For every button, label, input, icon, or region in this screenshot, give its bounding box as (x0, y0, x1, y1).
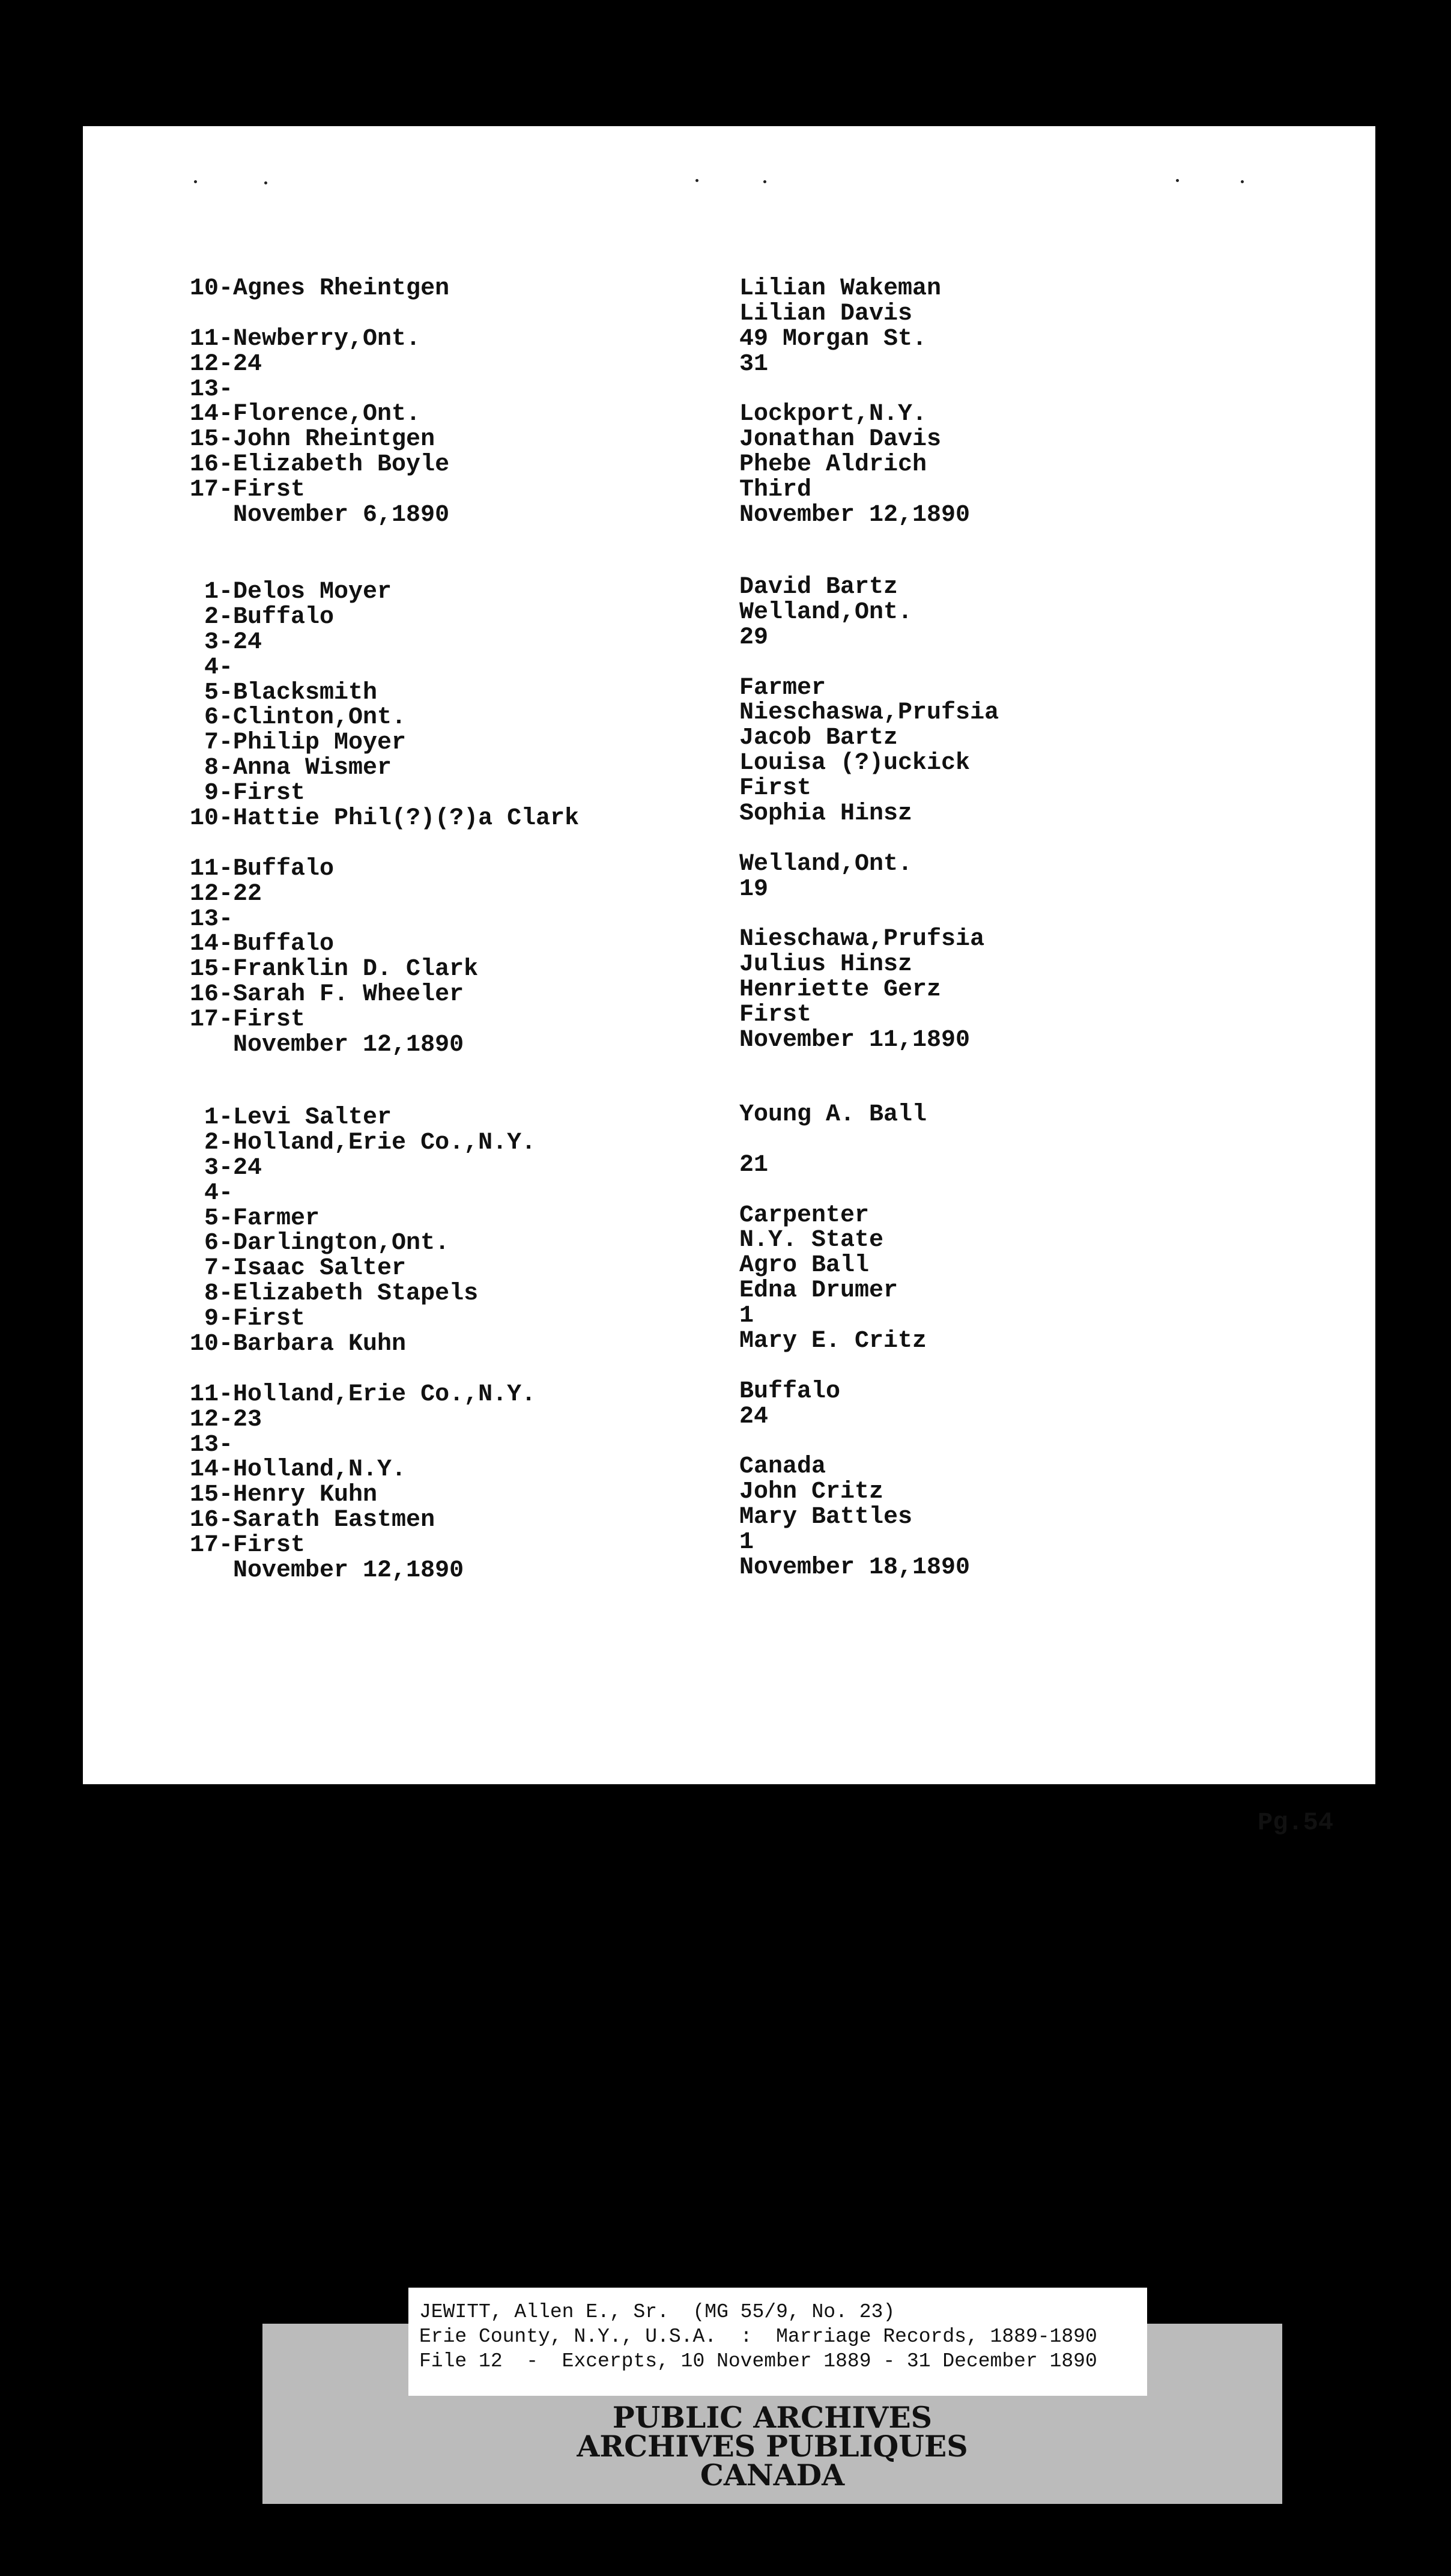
archive-label-line: Erie County, N.Y., U.S.A. : Marriage Records, 1889-1890 (419, 2325, 1097, 2348)
record-line: 11-Holland,Erie Co.,N.Y. (190, 1381, 536, 1408)
record-line: 17-First (190, 476, 306, 504)
record-line: November 12,1890 (739, 502, 971, 529)
record-line: 29 (739, 624, 769, 651)
record-line: 17-First (190, 1532, 306, 1560)
record-line: 16-Sarath Eastmen (190, 1507, 435, 1534)
record-line: Phebe Aldrich (739, 451, 927, 479)
record-line (739, 902, 999, 928)
record-block (190, 1105, 536, 1584)
record-line: Louisa (?)uckick (739, 750, 971, 777)
record-line: 49 Morgan St. (739, 325, 927, 353)
record-line: 12-23 (190, 1406, 262, 1433)
record-line: Farmer (739, 674, 826, 702)
record-line: 14-Buffalo (190, 931, 335, 958)
record-block (739, 575, 999, 1053)
record-line: November 6,1890 (190, 502, 450, 529)
speck (264, 181, 267, 184)
record-line: 13- (190, 1431, 234, 1459)
record-line (739, 377, 970, 402)
record-line (739, 827, 999, 852)
page-number: Pg.54 (1258, 1808, 1334, 1837)
record-line (739, 1128, 970, 1153)
document-page (83, 126, 1375, 1837)
record-block (190, 580, 579, 1058)
record-line: Nieschawa,Prufsia (739, 926, 985, 953)
record-line: 7-Isaac Salter (190, 1255, 407, 1283)
record-line: Lockport,N.Y. (739, 401, 927, 428)
record-line: 4- (190, 654, 234, 681)
record-line: 16-Sarah F. Wheeler (190, 981, 464, 1009)
record-line: Canada (739, 1453, 826, 1481)
record-line: 9-First (190, 780, 306, 807)
record-line (739, 1178, 970, 1203)
record-line: Lilian Davis (739, 300, 913, 327)
record-line: 5-Blacksmith (190, 679, 378, 706)
record-line: 24 (739, 1403, 769, 1430)
archive-label-text (419, 2300, 1097, 2374)
record-line: 15-John Rheintgen (190, 426, 435, 454)
record-line (739, 651, 999, 676)
record-line: 6-Darlington,Ont. (190, 1230, 450, 1257)
record-line: Jacob Bartz (739, 724, 898, 752)
record-line: 15-Franklin D. Clark (190, 956, 479, 983)
record-block (739, 276, 970, 528)
record-line: Buffalo (739, 1378, 841, 1405)
record-line: 1 (739, 1302, 754, 1330)
record-line: 17-First (190, 1006, 306, 1034)
record-line: Third (739, 476, 812, 504)
record-line: Edna Drumer (739, 1277, 898, 1305)
record-line: 13- (190, 905, 234, 933)
record-line (739, 1430, 970, 1455)
record-line: 15-Henry Kuhn (190, 1481, 378, 1509)
record-line: 3-24 (190, 628, 262, 656)
record-line (190, 1357, 536, 1382)
record-line: Jonathan Davis (739, 426, 942, 454)
record-line: November 12,1890 (190, 1031, 464, 1059)
record-line: N.Y. State (739, 1227, 884, 1254)
record-line: 19 (739, 875, 769, 903)
record-line: Welland,Ont. (739, 850, 913, 878)
stamp-line: ARCHIVES PUBLIQUES (577, 2429, 968, 2464)
record-line: 31 (739, 350, 769, 378)
record-block (739, 1102, 970, 1581)
record-line: First (739, 1001, 812, 1029)
stamp-line: CANADA (700, 2458, 845, 2492)
record-line: 7-Philip Moyer (190, 729, 407, 757)
archives-stamp (262, 2400, 1282, 2492)
record-line: 5-Farmer (190, 1204, 320, 1232)
record-line: Sophia Hinsz (739, 800, 913, 828)
record-line (190, 831, 579, 857)
record-line: Mary E. Critz (739, 1328, 927, 1355)
record-line: 9-First (190, 1305, 306, 1333)
record-line: 10-Barbara Kuhn (190, 1331, 407, 1358)
archive-label-line: File 12 - Excerpts, 10 November 1889 - 31 December 1890 (419, 2350, 1097, 2372)
record-line: Henriette Gerz (739, 976, 942, 1004)
record-line: David Bartz (739, 574, 898, 601)
speck (194, 180, 197, 183)
record-line: November 18,1890 (739, 1554, 971, 1582)
record-line: 8-Anna Wismer (190, 755, 392, 782)
record-line: November 11,1890 (739, 1027, 971, 1054)
record-line: First (739, 775, 812, 803)
record-block (190, 276, 449, 528)
record-line: John Critz (739, 1478, 884, 1506)
record-line: Nieschaswa,Prufsia (739, 699, 999, 727)
stamp-line: PUBLIC ARCHIVES (612, 2400, 933, 2435)
record-line: 21 (739, 1151, 769, 1179)
record-line: 12-22 (190, 880, 262, 908)
record-line: 1 (739, 1529, 754, 1557)
record-line: Julius Hinsz (739, 951, 913, 979)
record-line: 8-Elizabeth Stapels (190, 1280, 479, 1308)
record-line: 1-Delos Moyer (190, 579, 392, 606)
record-line (739, 1354, 970, 1379)
record-line: 13- (190, 375, 234, 403)
record-line: 3-24 (190, 1154, 262, 1182)
record-line: Mary Battles (739, 1504, 913, 1531)
record-line: November 12,1890 (190, 1557, 464, 1585)
record-line: 12-24 (190, 350, 262, 378)
record-line: 10-Hattie Phil(?)(?)a Clark (190, 805, 580, 833)
record-line: 16-Elizabeth Boyle (190, 451, 450, 479)
record-line: 6-Clinton,Ont. (190, 704, 407, 732)
record-line: 14-Holland,N.Y. (190, 1456, 407, 1484)
speck (763, 180, 766, 183)
record-line: 10-Agnes Rheintgen (190, 275, 450, 302)
record-line: Welland,Ont. (739, 598, 913, 626)
record-line: Young A. Ball (739, 1101, 927, 1128)
archive-label-line: JEWITT, Allen E., Sr. (MG 55/9, No. 23) (419, 2301, 895, 2323)
record-line: 2-Holland,Erie Co.,N.Y. (190, 1129, 536, 1156)
record-line: Agro Ball (739, 1252, 870, 1280)
record-line: 11-Newberry,Ont. (190, 325, 421, 353)
record-line: 14-Florence,Ont. (190, 401, 421, 428)
record-line (190, 302, 449, 327)
speck (1241, 180, 1244, 183)
record-line: 1-Levi Salter (190, 1104, 392, 1131)
record-line: 11-Buffalo (190, 855, 335, 882)
record-line: 2-Buffalo (190, 603, 335, 631)
speck (1176, 179, 1179, 182)
speck (695, 179, 698, 182)
record-line: Lilian Wakeman (739, 275, 942, 302)
record-line: Carpenter (739, 1201, 870, 1229)
record-line: 4- (190, 1179, 234, 1207)
